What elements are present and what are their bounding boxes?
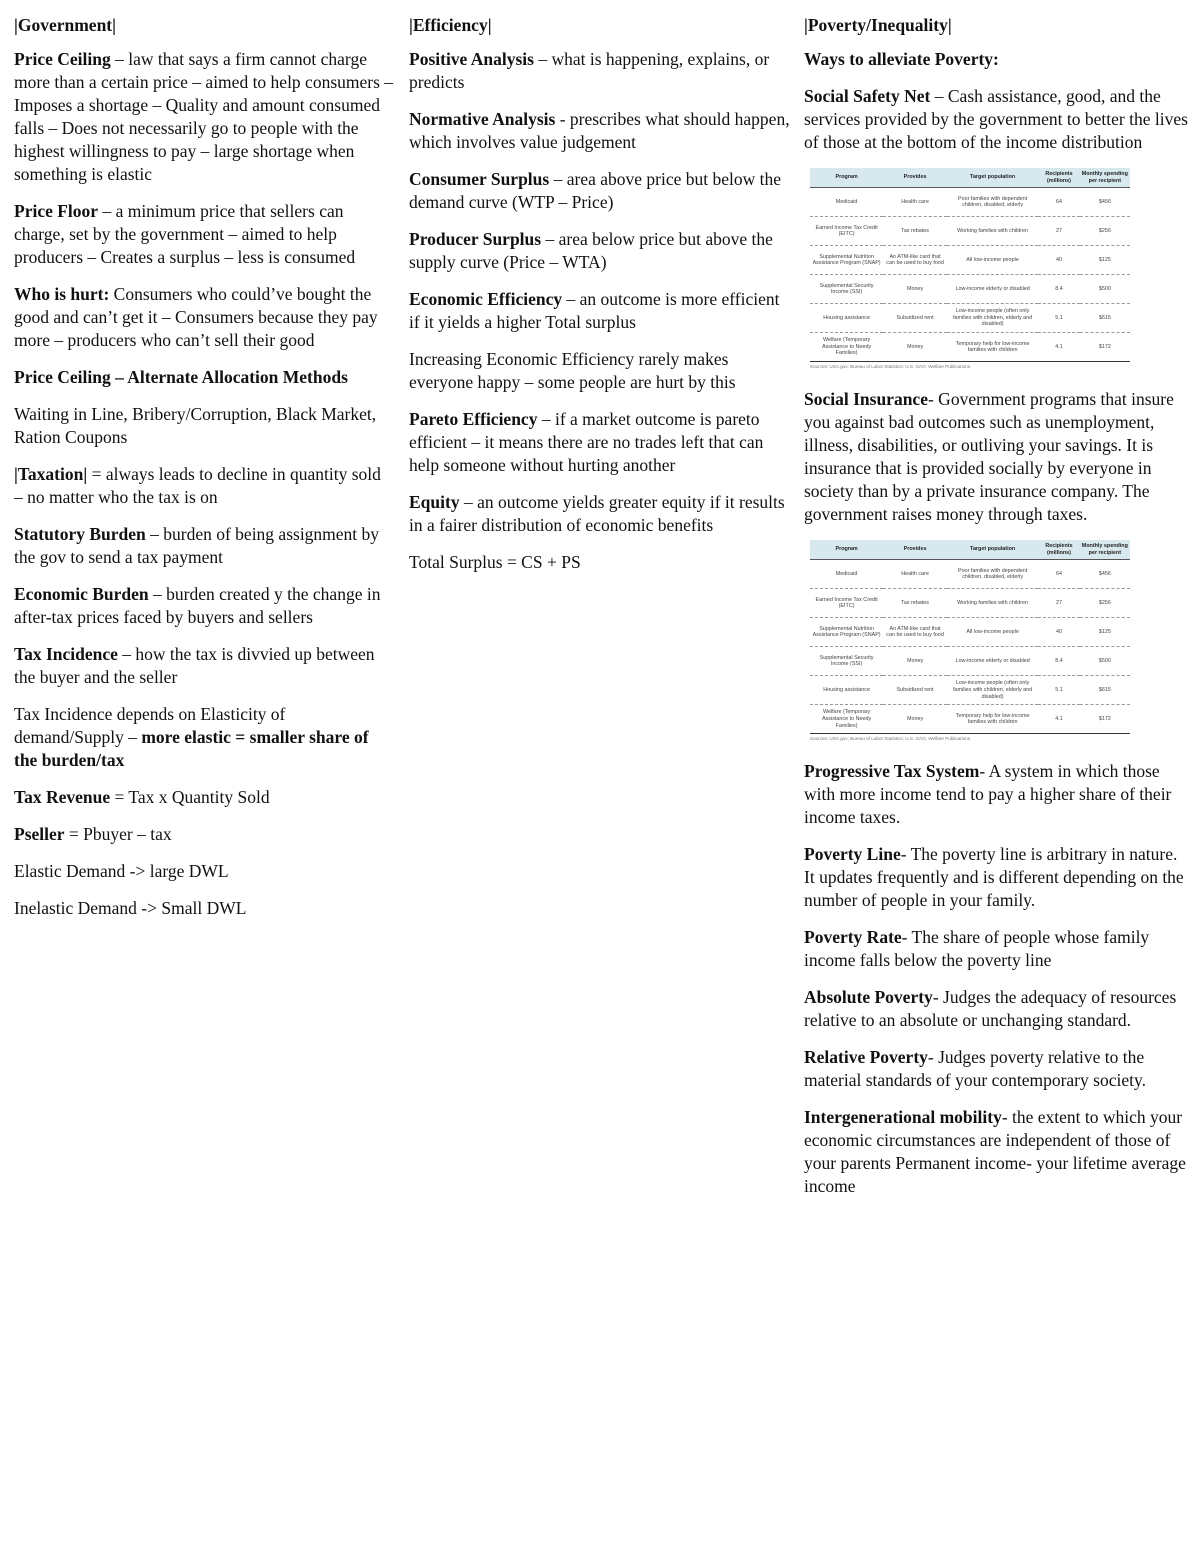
- note-entry: [14, 463, 394, 509]
- entry-term: Price Floor: [14, 201, 99, 221]
- table-cell: Earned Income Tax Credit (EITC): [810, 589, 883, 618]
- entry-term: |Taxation|: [14, 464, 88, 484]
- government-entries: [14, 48, 394, 920]
- table-cell: Tax rebates: [883, 589, 947, 618]
- table-cell: $615: [1080, 676, 1130, 705]
- entry-text: - The poverty line is arbitrary in nature. It updates frequently and is different depending on the number of people in your family.: [804, 844, 1184, 911]
- table-cell: $456: [1080, 560, 1130, 589]
- table-cell: Subsidized rent: [883, 676, 947, 705]
- table-cell: Working families with children: [947, 589, 1038, 618]
- entry-term: Positive Analysis: [409, 49, 534, 69]
- entry-term: Consumer Surplus: [409, 169, 550, 189]
- table-cell: All low-income people: [947, 618, 1038, 647]
- table-header-cell: Program: [810, 540, 883, 560]
- entry-text: – Cash assistance, good, and the services provided by the government to better the lives of those at the bottom of the income distribution: [804, 86, 1188, 152]
- table-cell: An ATM-like card that can be used to buy food: [883, 246, 947, 275]
- table-cell: Supplemental Nutrition Assistance Program (SNAP): [810, 618, 883, 647]
- note-entry: [409, 108, 791, 154]
- entry-term: Producer Surplus: [409, 229, 542, 249]
- entry-text: Consumers who could’ve bought the good and can’t get it – Consumers because they pay more – producers who can’t sell their good: [14, 284, 378, 350]
- entry-term: Progressive Tax System: [804, 761, 980, 782]
- note-entry: [14, 283, 394, 352]
- efficiency-header: |Efficiency|: [409, 15, 492, 35]
- table-cell: $125: [1080, 618, 1130, 647]
- note-entry: [409, 48, 791, 94]
- note-entry: [804, 388, 1190, 526]
- table-cell: Subsidized rent: [883, 304, 947, 333]
- entry-text: – if a market outcome is pareto efficient – it means there are no trades left that can help someone without hurting another: [409, 409, 764, 475]
- entry-text: Total Surplus = CS + PS: [409, 552, 581, 572]
- entry-term: Normative Analysis: [409, 109, 556, 129]
- table-header-cell: Monthly spending per recipient: [1080, 168, 1130, 188]
- table-cell: $256: [1080, 217, 1130, 246]
- entry-term: Social Insurance: [804, 389, 928, 410]
- note-entry: [409, 168, 791, 214]
- entry-text: - Judges poverty relative to the material standards of your contemporary society.: [804, 1047, 1146, 1091]
- entry-term: Pseller: [14, 824, 65, 844]
- entry-term: Statutory Burden: [14, 524, 146, 544]
- table-cell: Housing assistance: [810, 304, 883, 333]
- entry-text: - the extent to which your economic circumstances are independent of those of your parents Permanent income- your lifetime average income: [804, 1107, 1186, 1197]
- note-entry: [14, 366, 394, 389]
- entry-text: - A system in which those with more income tend to pay a higher share of their income taxes.: [804, 761, 1172, 828]
- poverty-column: [804, 12, 1190, 1212]
- entry-term: Tax Revenue: [14, 787, 111, 807]
- entry-term: Poverty Rate: [804, 927, 902, 948]
- table-cell: Supplemental Security Income (SSI): [810, 647, 883, 676]
- entry-term: Price Ceiling: [14, 49, 111, 69]
- entry-text: Waiting in Line, Bribery/Corruption, Black Market, Ration Coupons: [14, 404, 377, 447]
- table-row: [810, 217, 1130, 246]
- note-entry: [14, 643, 394, 689]
- table-cell: All low-income people: [947, 246, 1038, 275]
- note-entry: [14, 703, 394, 772]
- entry-text: - Judges the adequacy of resources relative to an absolute or unchanging standard.: [804, 987, 1177, 1031]
- table-cell: Medicaid: [810, 188, 883, 217]
- table-row: [810, 246, 1130, 275]
- table-cell: $456: [1080, 188, 1130, 217]
- table-source: Sources: USA.gov; Bureau of Labor Statistics; U.S. GAO, Welfare Publications.: [810, 736, 972, 742]
- entry-text: – how the tax is divvied up between the buyer and the seller: [14, 644, 375, 687]
- table-row: [810, 333, 1130, 362]
- table-row: [810, 647, 1130, 676]
- table-cell: 27: [1038, 589, 1079, 618]
- table-cell: Earned Income Tax Credit (EITC): [810, 217, 883, 246]
- entry-term: Equity: [409, 492, 460, 512]
- entry-text: Increasing Economic Efficiency rarely makes everyone happy – some people are hurt by this: [409, 349, 736, 392]
- entry-term: Absolute Poverty: [804, 987, 933, 1008]
- poverty-entries-a: [804, 48, 1190, 154]
- table-row: [810, 676, 1130, 705]
- note-entry: [804, 1046, 1190, 1092]
- note-entry: [14, 48, 394, 186]
- note-entry: [804, 760, 1190, 829]
- table-row: [810, 275, 1130, 304]
- table-row: [810, 188, 1130, 217]
- table-cell: An ATM-like card that can be used to buy food: [883, 618, 947, 647]
- table-cell: Money: [883, 647, 947, 676]
- table-cell: Poor families with dependent children, disabled, elderly: [947, 560, 1038, 589]
- entry-term: Poverty Line: [804, 844, 901, 865]
- table-cell: 5.1: [1038, 304, 1079, 333]
- note-entry: [804, 986, 1190, 1032]
- table-cell: Temporary help for low-income families with children: [947, 333, 1038, 362]
- efficiency-entries: [409, 48, 791, 574]
- note-entry: [409, 228, 791, 274]
- program-table-1: [810, 168, 1130, 370]
- table-cell: 64: [1038, 188, 1079, 217]
- entry-term: Intergenerational mobility: [804, 1107, 1002, 1128]
- note-entry: [409, 348, 791, 394]
- table-row: [810, 560, 1130, 589]
- entry-text: – what is happening, explains, or predicts: [409, 49, 770, 92]
- entry-text: – an outcome is more efficient if it yields a higher Total surplus: [409, 289, 780, 332]
- entry-text: = Pbuyer – tax: [64, 824, 172, 844]
- poverty-header: |Poverty/Inequality|: [804, 15, 952, 35]
- poverty-entries-b: [804, 388, 1190, 526]
- table-body: [810, 188, 1130, 362]
- table-cell: 40: [1038, 246, 1079, 275]
- entry-text: = always leads to decline in quantity sold – no matter who the tax is on: [14, 464, 381, 507]
- entry-text: Tax Incidence depends on Elasticity of demand/Supply –: [14, 704, 286, 747]
- note-entry: [14, 200, 394, 269]
- table-cell: 4.1: [1038, 705, 1079, 734]
- entry-text: – law that says a firm cannot charge more than a certain price – aimed to help consumers – Imposes a shortage – Quality and amount consumed falls – Does not necessarily go to people with the highest willingness to pay – large shortage when something is elastic: [14, 49, 394, 184]
- table-source: Sources: USA.gov; Bureau of Labor Statistics; U.S. GAO, Welfare Publications.: [810, 364, 972, 370]
- note-entry: [14, 583, 394, 629]
- note-entry: [409, 491, 791, 537]
- note-entry: [409, 408, 791, 477]
- note-entry: [409, 288, 791, 334]
- table-cell: $172: [1080, 705, 1130, 734]
- table-cell: Low-income elderly or disabled: [947, 275, 1038, 304]
- table-header-row: [810, 540, 1130, 560]
- table-cell: Supplemental Nutrition Assistance Program (SNAP): [810, 246, 883, 275]
- entry-term: Economic Burden: [14, 584, 149, 604]
- entry-text: - prescribes what should happen, which involves value judgement: [409, 109, 790, 152]
- table-cell: 40: [1038, 618, 1079, 647]
- note-entry: [804, 843, 1190, 912]
- table-row: [810, 304, 1130, 333]
- table-cell: $500: [1080, 275, 1130, 304]
- table-cell: Low-income elderly or disabled: [947, 647, 1038, 676]
- entry-text: – an outcome yields greater equity if it results in a fairer distribution of economic benefits: [409, 492, 785, 535]
- note-entry: [14, 523, 394, 569]
- note-entry: [14, 786, 394, 809]
- table-cell: Housing assistance: [810, 676, 883, 705]
- entry-term: Relative Poverty: [804, 1047, 928, 1068]
- table-cell: Welfare (Temporary Assistance to Needy Families): [810, 705, 883, 734]
- table-cell: 5.1: [1038, 676, 1079, 705]
- entry-text: – burden created y the change in after-tax prices faced by buyers and sellers: [14, 584, 381, 627]
- entry-text: Inelastic Demand -> Small DWL: [14, 898, 247, 918]
- table-cell: Low-income people (often only families with children, elderly and disabled): [947, 676, 1038, 705]
- table-cell: 4.1: [1038, 333, 1079, 362]
- entry-text: – burden of being assignment by the gov to send a tax payment: [14, 524, 380, 567]
- entry-term: Economic Efficiency: [409, 289, 563, 309]
- entry-term: Ways to alleviate Poverty:: [804, 49, 999, 69]
- entry-text: Elastic Demand -> large DWL: [14, 861, 229, 881]
- table-row: [810, 705, 1130, 734]
- table-cell: Money: [883, 333, 947, 362]
- entry-text: = Tax x Quantity Sold: [110, 787, 270, 807]
- program-table: [810, 168, 1130, 362]
- note-entry: [14, 860, 394, 883]
- entry-text: - The share of people whose family income falls below the poverty line: [804, 927, 1150, 971]
- note-entry: [804, 48, 1190, 71]
- table-cell: $615: [1080, 304, 1130, 333]
- entry-term: Pareto Efficiency: [409, 409, 538, 429]
- table-header-cell: Provides: [883, 168, 947, 188]
- table-cell: Low-income people (often only families with children, elderly and disabled): [947, 304, 1038, 333]
- table-cell: 27: [1038, 217, 1079, 246]
- program-table-2: [810, 540, 1130, 742]
- table-cell: Tax rebates: [883, 217, 947, 246]
- note-entry: [14, 823, 394, 846]
- table-cell: Supplemental Security Income (SSI): [810, 275, 883, 304]
- table-header-cell: Target population: [947, 540, 1038, 560]
- table-header-cell: Recipients (millions): [1038, 168, 1079, 188]
- table-header-cell: Target population: [947, 168, 1038, 188]
- table-header-cell: Recipients (millions): [1038, 540, 1079, 560]
- table-cell: Money: [883, 705, 947, 734]
- table-cell: 8.4: [1038, 275, 1079, 304]
- table-cell: Poor families with dependent children, disabled, elderly: [947, 188, 1038, 217]
- table-cell: Welfare (Temporary Assistance to Needy Families): [810, 333, 883, 362]
- table-cell: $256: [1080, 589, 1130, 618]
- table-header-cell: Monthly spending per recipient: [1080, 540, 1130, 560]
- entry-emphasis: more elastic = smaller share of the burden/tax: [14, 727, 369, 770]
- table-cell: Health care: [883, 560, 947, 589]
- table-cell: 64: [1038, 560, 1079, 589]
- table-row: [810, 618, 1130, 647]
- note-entry: [804, 1106, 1190, 1198]
- government-column: [14, 12, 394, 934]
- program-table: [810, 540, 1130, 734]
- entry-term: Social Safety Net: [804, 86, 931, 106]
- table-cell: $125: [1080, 246, 1130, 275]
- poverty-entries-c: [804, 760, 1190, 1198]
- government-header: |Government|: [14, 15, 116, 35]
- note-entry: [409, 551, 791, 574]
- note-entry: [14, 403, 394, 449]
- entry-term: Tax Incidence: [14, 644, 118, 664]
- table-row: [810, 589, 1130, 618]
- table-cell: Health care: [883, 188, 947, 217]
- table-cell: $500: [1080, 647, 1130, 676]
- note-entry: [804, 85, 1190, 154]
- entry-text: - Government programs that insure you against bad outcomes such as unemployment, illness, disabilities, or outliving your savings. It is insurance that is provided socially by everyone in society than by a private insurance company. The government raises money through taxes.: [804, 389, 1174, 525]
- table-cell: $172: [1080, 333, 1130, 362]
- entry-text: – area above price but below the demand curve (WTP – Price): [409, 169, 781, 212]
- efficiency-column: [409, 12, 791, 588]
- entry-text: – area below price but above the supply curve (Price – WTA): [409, 229, 773, 272]
- table-header-cell: Program: [810, 168, 883, 188]
- table-body: [810, 560, 1130, 734]
- entry-term: Price Ceiling – Alternate Allocation Methods: [14, 367, 348, 387]
- table-header-row: [810, 168, 1130, 188]
- table-cell: Medicaid: [810, 560, 883, 589]
- table-cell: 8.4: [1038, 647, 1079, 676]
- table-cell: Money: [883, 275, 947, 304]
- table-cell: Working families with children: [947, 217, 1038, 246]
- note-entry: [14, 897, 394, 920]
- table-header-cell: Provides: [883, 540, 947, 560]
- note-entry: [804, 926, 1190, 972]
- entry-term: Who is hurt:: [14, 284, 110, 304]
- table-cell: Temporary help for low-income families with children: [947, 705, 1038, 734]
- entry-text: – a minimum price that sellers can charge, set by the government – aimed to help producers – Creates a surplus – less is consumed: [14, 201, 356, 267]
